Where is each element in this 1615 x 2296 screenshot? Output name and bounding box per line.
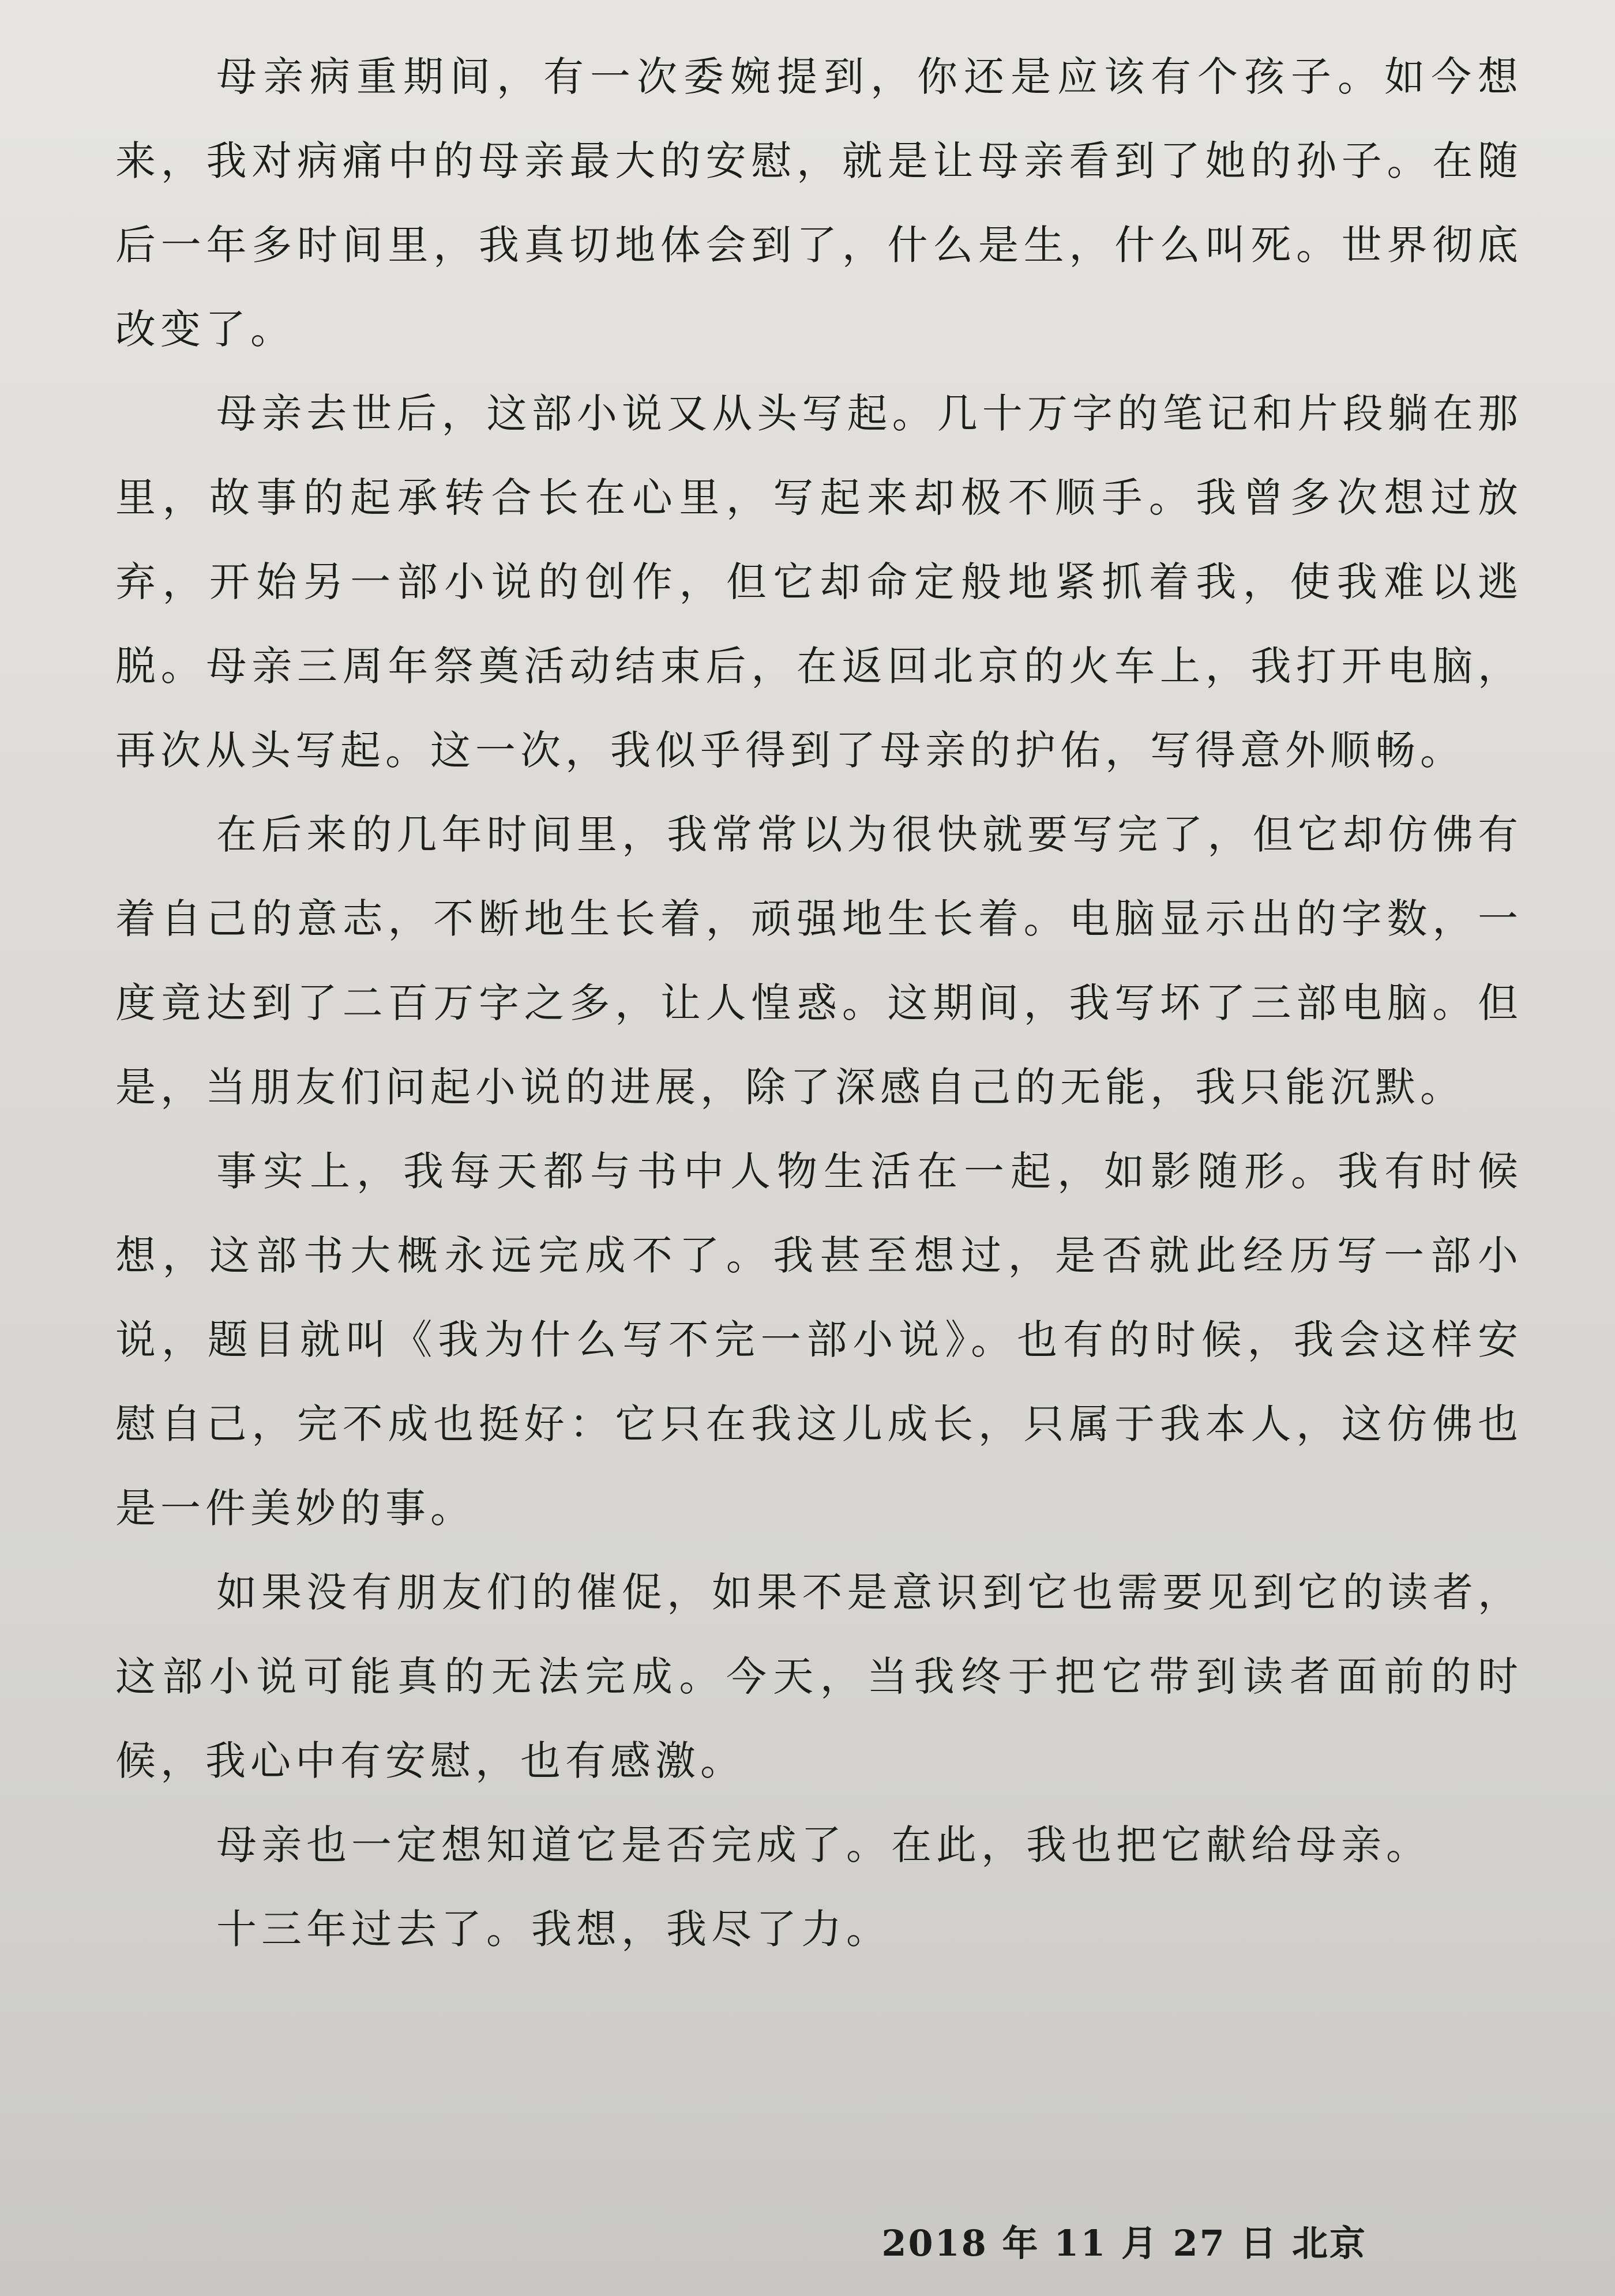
paragraph-1: 母亲病重期间，有一次委婉提到，你还是应该有个孩子。如今想来，我对病痛中的母亲最大的安慰，就是让母亲看到了她的孙子。在随后一年多时间里，我真切地体会到了，什么是生，什么叫死。世界彻底改变了。 (115, 53, 1523, 353)
paragraph-6: 母亲也一定想知道它是否完成了。在此，我也把它献给母亲。 (216, 1821, 1431, 1869)
afterword-text (115, 35, 1523, 1971)
paragraph-3: 在后来的几年时间里，我常常以为很快就要写完了，但它却仿佛有着自己的意志，不断地生长着，顽强地生长着。电脑显示出的字数，一度竟达到了二百万字之多，让人惶惑。这期间，我写坏了三部电脑。但是，当朋友们问起小说的进展，除了深感自己的无能，我只能沉默。 (115, 811, 1523, 1111)
paragraph-4: 事实上，我每天都与书中人物生活在一起，如影随形。我有时候想，这部书大概永远完成不了。我甚至想过，是否就此经历写一部小说，题目就叫《我为什么写不完一部小说》。也有的时候，我会这样安慰自己，完不成也挺好：它只在我这儿成长，只属于我本人，这仿佛也是一件美妙的事。 (115, 1148, 1523, 1532)
paragraph-2: 母亲去世后，这部小说又从头写起。几十万字的笔记和片段躺在那里，故事的起承转合长在心里，写起来却极不顺手。我曾多次想过放弃，开始另一部小说的创作，但它却命定般地紧抓着我，使我难以逃脱。母亲三周年祭奠活动结束后，在返回北京的火车上，我打开电脑，再次从头写起。这一次，我似乎得到了母亲的护佑，写得意外顺畅。 (115, 390, 1523, 774)
paragraph-5: 如果没有朋友们的催促，如果不是意识到它也需要见到它的读者，这部小说可能真的无法完成。今天，当我终于把它带到读者面前的时候，我心中有安慰，也有感激。 (115, 1569, 1523, 1784)
paragraph-7: 十三年过去了。我想，我尽了力。 (216, 1906, 891, 1953)
date-signature: 2018 年 11 月 27 日 北京 (881, 2222, 1367, 2264)
